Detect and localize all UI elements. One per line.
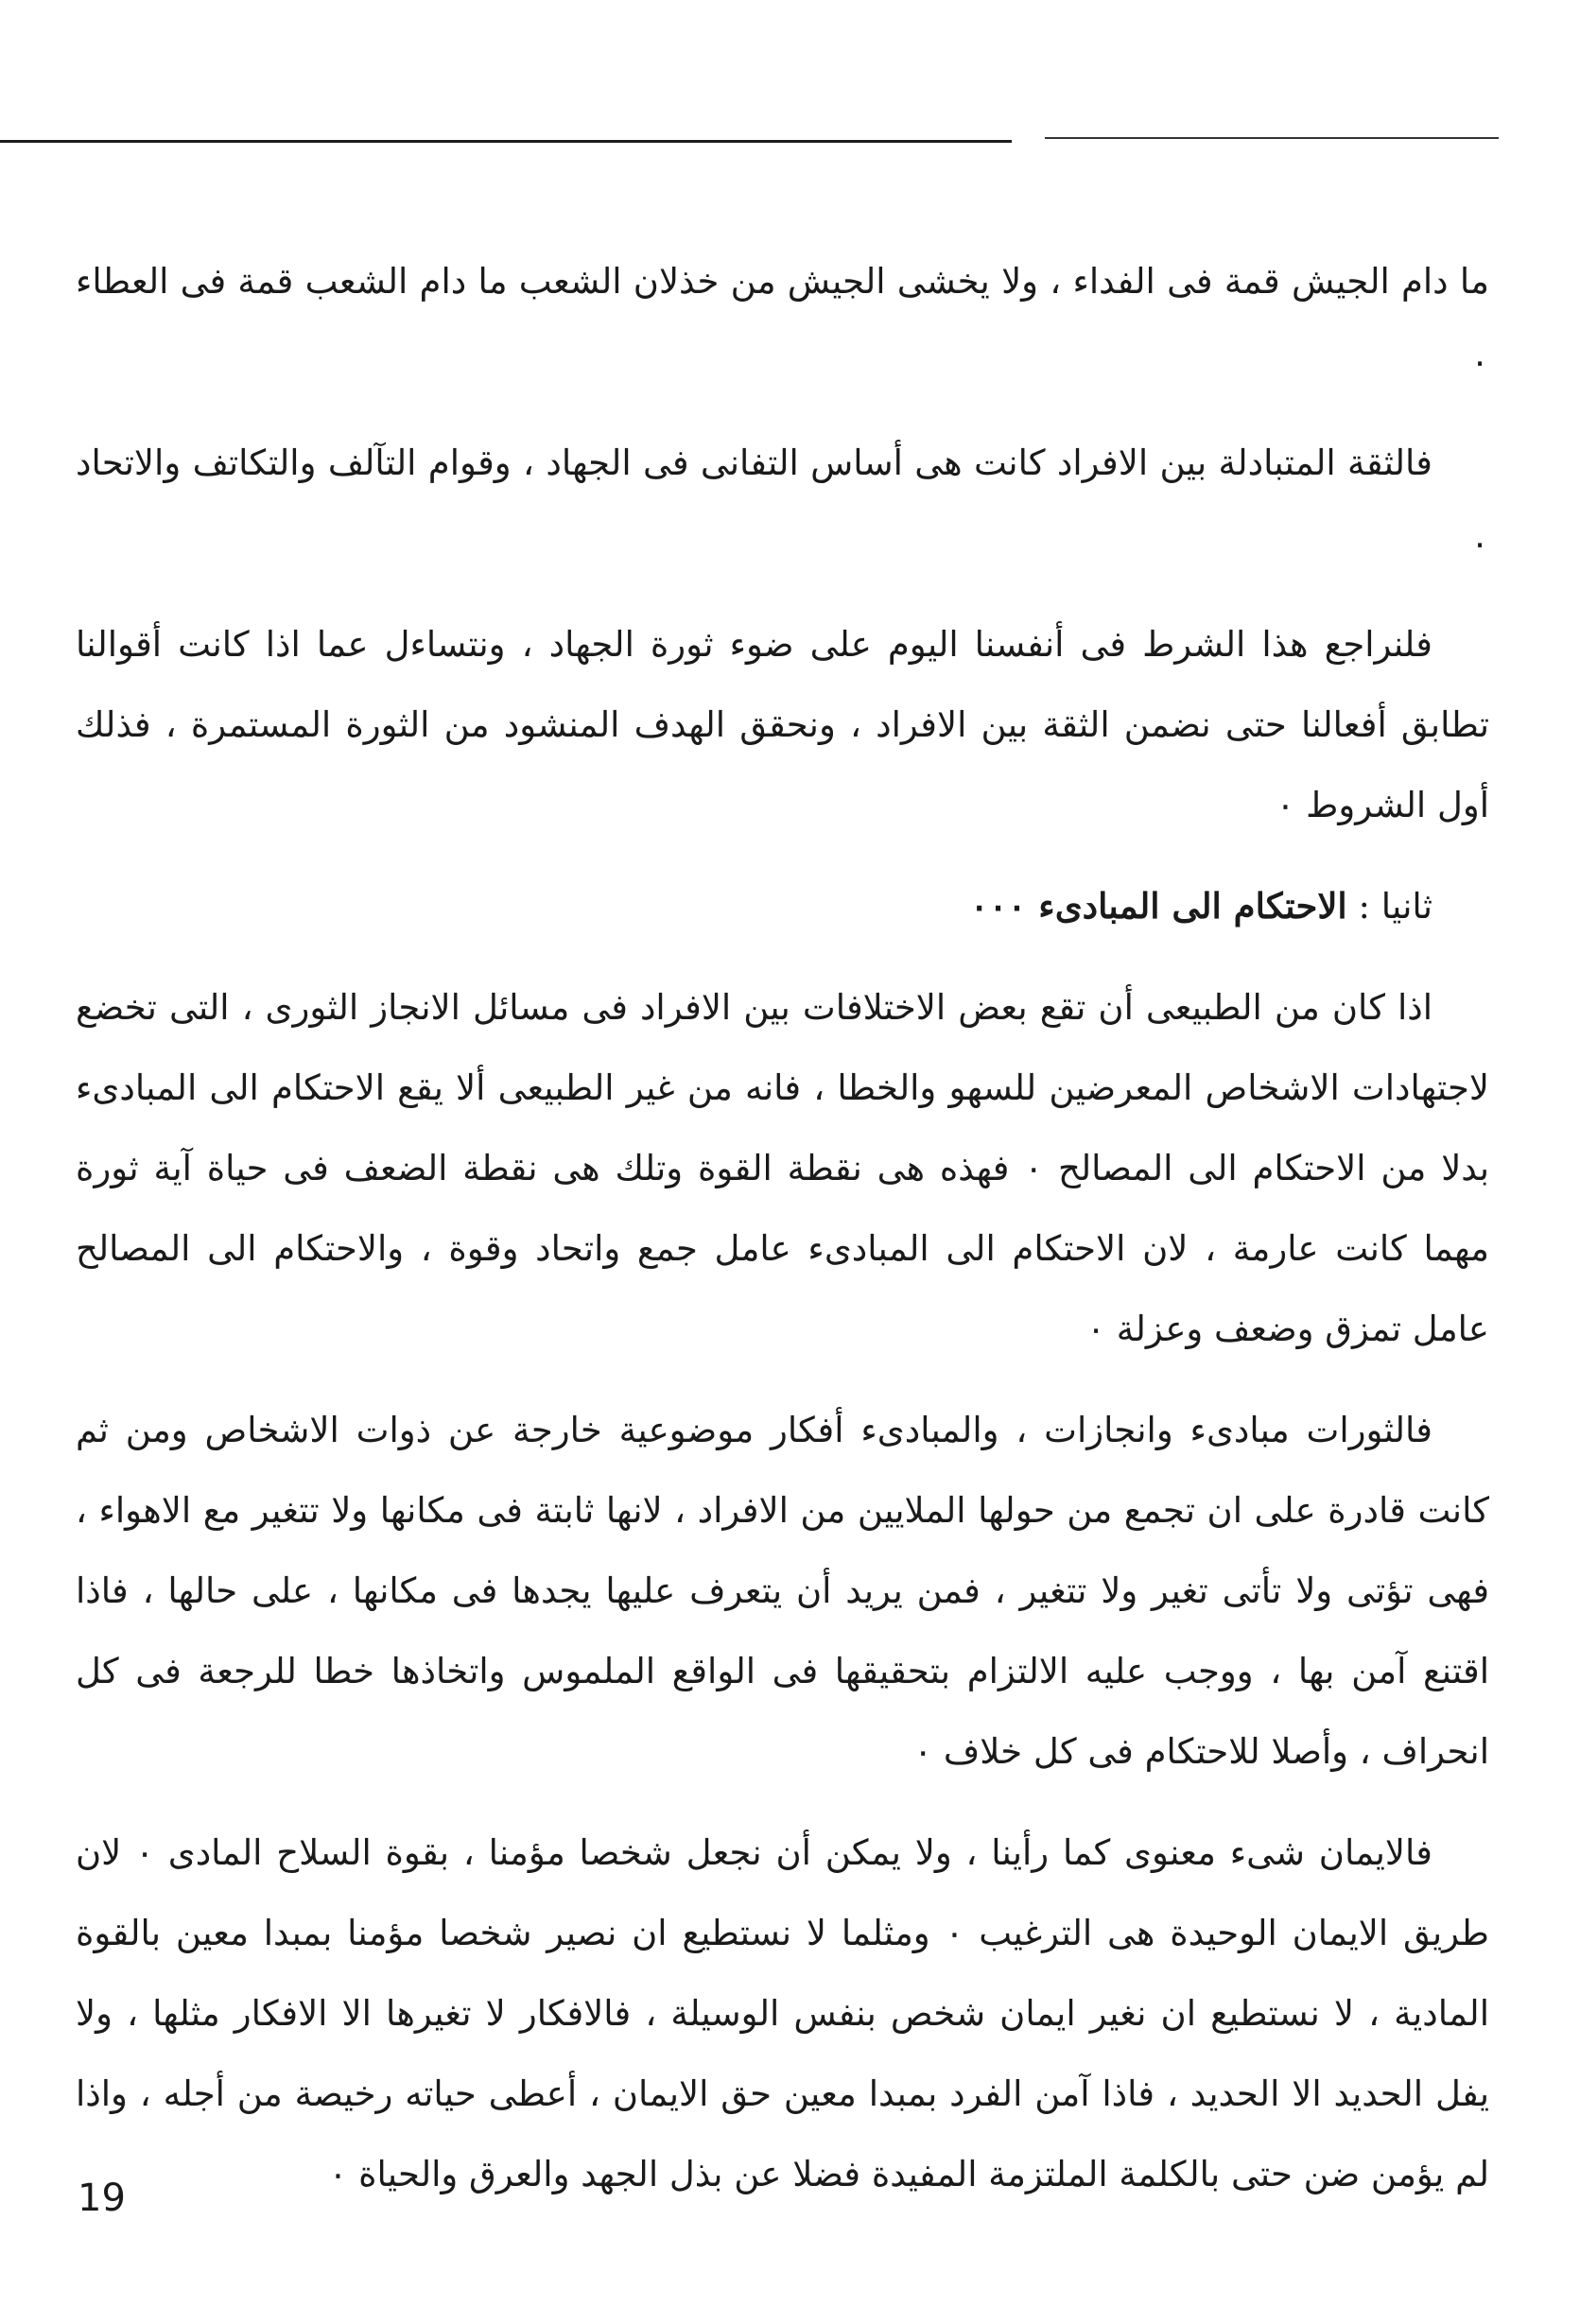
- paragraph-1: ما دام الجيش قمة فى الفداء ، ولا يخشى الجيش من خذلان الشعب ما دام الشعب قمة فى العطاء ٠: [76, 261, 1489, 382]
- paragraph-5: فالثورات مبادىء وانجازات ، والمبادىء أفكار موضوعية خارجة عن ذوات الاشخاص ومن ثم كانت قادرة على ان تجمع من حولها الملايين من الافراد ، لانها ثابتة فى مكانها ولا تتغير مع الاهواء ، فهى تؤتى ولا تأتى تغير ولا تتغير ، فمن يريد أن يتعرف عليها يجدها فى مكانها ، على حالها ، فاذا اقتنع آمن بها ، ووجب عليه الالتزام بتحقيقها فى الواقع الملموس واتخاذها خطا للرجعة فى كل انحراف ، وأصلا للاحتكام فى كل خلاف ٠: [76, 1410, 1490, 1772]
- header-rule-right: [1045, 137, 1499, 139]
- section-heading-text: الاحتكام الى المبادىء: [1038, 885, 1347, 927]
- header-rule-left: [0, 140, 1012, 143]
- paragraph-3: فلنراجع هذا الشرط فى أنفسنا اليوم على ضوء ثورة الجهاد ، ونتساءل عما اذا كانت أقوالنا تطابق أفعالنا حتى نضمن الثقة بين الافراد ، ونحقق الهدف المنشود من الثورة المستمرة ، فذلك أول الشروط ٠: [76, 624, 1489, 825]
- paragraph-4: اذا كان من الطبيعى أن تقع بعض الاختلافات بين الافراد فى مسائل الانجاز الثورى ، التى تخضع لاجتهادات الاشخاص المعرضين للسهو والخطا ، فانه من غير الطبيعى ألا يقع الاحتكام الى المبادىء بدلا من الاحتكام الى المصالح ٠ فهذه هى نقطة القوة وتلك هى نقطة الضعف فى حياة آية ثورة مهما كانت عارمة ، لان الاحتكام الى المبادىء عامل جمع واتحاد وقوة ، والاحتكام الى المصالح عامل تمزق وضعف وعزلة ٠: [76, 987, 1490, 1349]
- page-body: [76, 241, 1489, 2235]
- section-heading-dots: ٠٠٠: [969, 885, 1039, 927]
- page-number: 19: [78, 2177, 126, 2220]
- paragraph-2: فالثقة المتبادلة بين الافراد كانت هى أساس التفانى فى الجهاد ، وقوام التآلف والتكاتف والاتحاد ٠: [76, 442, 1489, 564]
- section-heading: [76, 866, 1489, 946]
- paragraph-6: فالايمان شىء معنوى كما رأينا ، ولا يمكن أن نجعل شخصا مؤمنا ، بقوة السلاح المادى ٠ لان طريق الايمان الوحيدة هى الترغيب ٠ ومثلما لا نستطيع ان نصير شخصا مؤمنا بمبدا معين بالقوة المادية ، لا نستطيع ان نغير ايمان شخص بنفس الوسيلة ، فالافكار لا تغيرها الا الافكار مثلها ، ولا يفل الحديد الا الحديد ، فاذا آمن الفرد بمبدا معين حق الايمان ، أعطى حياته رخيصة من أجله ، واذا لم يؤمن ضن حتى بالكلمة الملتزمة المفيدة فضلا عن بذل الجهد والعرق والحياة ٠: [76, 1832, 1489, 2194]
- section-heading-lead: ثانيا :: [1346, 886, 1432, 927]
